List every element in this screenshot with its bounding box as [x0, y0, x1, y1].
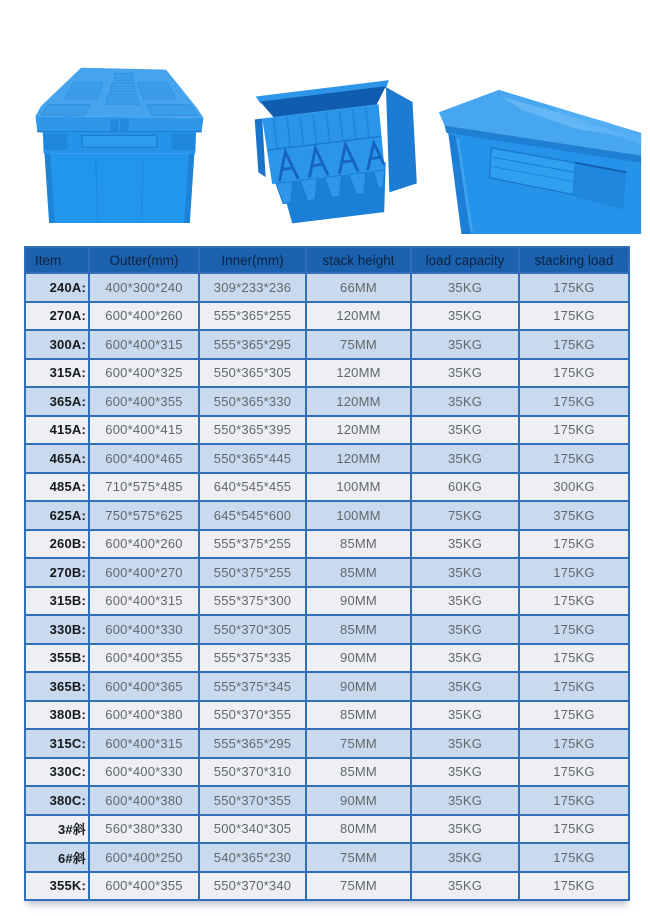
- value-cell: 555*365*295: [199, 729, 306, 758]
- item-cell: 315B:: [25, 587, 89, 616]
- value-cell: 35KG: [411, 672, 519, 701]
- value-cell: 175KG: [519, 330, 629, 359]
- value-cell: 750*575*625: [89, 501, 199, 530]
- column-header: Outter(mm): [89, 247, 199, 273]
- value-cell: 35KG: [411, 729, 519, 758]
- value-cell: 35KG: [411, 843, 519, 872]
- column-header: stack height: [306, 247, 411, 273]
- item-cell: 380B:: [25, 701, 89, 730]
- value-cell: 375KG: [519, 501, 629, 530]
- table-row: [25, 815, 629, 844]
- item-cell: 330C:: [25, 758, 89, 787]
- value-cell: 120MM: [306, 416, 411, 445]
- product-photo-closed-crate: [30, 50, 208, 228]
- value-cell: 550*370*355: [199, 701, 306, 730]
- value-cell: 175KG: [519, 273, 629, 302]
- item-cell: 625A:: [25, 501, 89, 530]
- value-cell: 600*400*330: [89, 615, 199, 644]
- value-cell: 75MM: [306, 843, 411, 872]
- value-cell: 75MM: [306, 872, 411, 901]
- spec-table-body: [25, 273, 629, 900]
- value-cell: 175KG: [519, 359, 629, 388]
- value-cell: 175KG: [519, 815, 629, 844]
- value-cell: 75MM: [306, 330, 411, 359]
- value-cell: 60KG: [411, 473, 519, 502]
- item-cell: 3#斜: [25, 815, 89, 844]
- crate-corner-image: [432, 58, 648, 234]
- value-cell: 175KG: [519, 587, 629, 616]
- table-row: [25, 644, 629, 673]
- column-header: load capacity: [411, 247, 519, 273]
- spec-table-header-row: [25, 247, 629, 273]
- value-cell: 600*400*260: [89, 302, 199, 331]
- value-cell: 120MM: [306, 387, 411, 416]
- item-cell: 365A:: [25, 387, 89, 416]
- value-cell: 85MM: [306, 758, 411, 787]
- value-cell: 555*375*335: [199, 644, 306, 673]
- value-cell: 90MM: [306, 786, 411, 815]
- value-cell: 35KG: [411, 701, 519, 730]
- value-cell: 35KG: [411, 644, 519, 673]
- value-cell: 85MM: [306, 558, 411, 587]
- table-row: [25, 587, 629, 616]
- table-row: [25, 387, 629, 416]
- table-row: [25, 416, 629, 445]
- value-cell: 85MM: [306, 615, 411, 644]
- value-cell: 175KG: [519, 872, 629, 901]
- value-cell: 35KG: [411, 330, 519, 359]
- item-cell: 415A:: [25, 416, 89, 445]
- column-header: Item: [25, 247, 89, 273]
- value-cell: 600*400*315: [89, 729, 199, 758]
- value-cell: 600*400*260: [89, 530, 199, 559]
- value-cell: 175KG: [519, 843, 629, 872]
- value-cell: 555*365*295: [199, 330, 306, 359]
- value-cell: 400*300*240: [89, 273, 199, 302]
- value-cell: 600*400*355: [89, 872, 199, 901]
- value-cell: 600*400*380: [89, 786, 199, 815]
- column-header: stacking load: [519, 247, 629, 273]
- table-row: [25, 701, 629, 730]
- value-cell: 80MM: [306, 815, 411, 844]
- table-row: [25, 872, 629, 901]
- value-cell: 120MM: [306, 444, 411, 473]
- table-row: [25, 501, 629, 530]
- value-cell: 600*400*270: [89, 558, 199, 587]
- value-cell: 35KG: [411, 615, 519, 644]
- value-cell: 540*365*230: [199, 843, 306, 872]
- value-cell: 85MM: [306, 530, 411, 559]
- value-cell: 175KG: [519, 416, 629, 445]
- value-cell: 90MM: [306, 587, 411, 616]
- value-cell: 175KG: [519, 444, 629, 473]
- value-cell: 600*400*250: [89, 843, 199, 872]
- value-cell: 550*370*310: [199, 758, 306, 787]
- value-cell: 600*400*325: [89, 359, 199, 388]
- value-cell: 555*375*255: [199, 530, 306, 559]
- item-cell: 260B:: [25, 530, 89, 559]
- value-cell: 600*400*380: [89, 701, 199, 730]
- value-cell: 600*400*315: [89, 330, 199, 359]
- value-cell: 600*400*355: [89, 644, 199, 673]
- value-cell: 600*400*365: [89, 672, 199, 701]
- value-cell: 35KG: [411, 273, 519, 302]
- item-cell: 485A:: [25, 473, 89, 502]
- value-cell: 550*370*305: [199, 615, 306, 644]
- value-cell: 35KG: [411, 530, 519, 559]
- value-cell: 175KG: [519, 387, 629, 416]
- value-cell: 640*545*455: [199, 473, 306, 502]
- value-cell: 35KG: [411, 387, 519, 416]
- value-cell: 600*400*315: [89, 587, 199, 616]
- value-cell: 645*545*600: [199, 501, 306, 530]
- table-row: [25, 359, 629, 388]
- value-cell: 175KG: [519, 729, 629, 758]
- value-cell: 175KG: [519, 786, 629, 815]
- item-cell: 330B:: [25, 615, 89, 644]
- item-cell: 355K:: [25, 872, 89, 901]
- value-cell: 710*575*485: [89, 473, 199, 502]
- table-row: [25, 444, 629, 473]
- product-photo-open-lid-crate: [230, 56, 424, 228]
- value-cell: 35KG: [411, 302, 519, 331]
- product-photo-crate-corner: [432, 58, 648, 234]
- value-cell: 600*400*355: [89, 387, 199, 416]
- value-cell: 120MM: [306, 302, 411, 331]
- value-cell: 175KG: [519, 701, 629, 730]
- item-cell: 315C:: [25, 729, 89, 758]
- value-cell: 85MM: [306, 701, 411, 730]
- table-row: [25, 843, 629, 872]
- value-cell: 35KG: [411, 444, 519, 473]
- value-cell: 175KG: [519, 758, 629, 787]
- table-row: [25, 615, 629, 644]
- value-cell: 75KG: [411, 501, 519, 530]
- item-cell: 240A:: [25, 273, 89, 302]
- value-cell: 555*375*345: [199, 672, 306, 701]
- crate-open-lid-image: [230, 56, 424, 228]
- value-cell: 550*370*340: [199, 872, 306, 901]
- item-cell: 270A:: [25, 302, 89, 331]
- table-row: [25, 473, 629, 502]
- table-row: [25, 558, 629, 587]
- item-cell: 270B:: [25, 558, 89, 587]
- value-cell: 500*340*305: [199, 815, 306, 844]
- spec-table: [24, 246, 630, 901]
- value-cell: 600*400*330: [89, 758, 199, 787]
- value-cell: 120MM: [306, 359, 411, 388]
- value-cell: 550*365*305: [199, 359, 306, 388]
- value-cell: 550*370*355: [199, 786, 306, 815]
- value-cell: 600*400*415: [89, 416, 199, 445]
- value-cell: 90MM: [306, 644, 411, 673]
- value-cell: 35KG: [411, 359, 519, 388]
- column-header: Inner(mm): [199, 247, 306, 273]
- table-row: [25, 786, 629, 815]
- value-cell: 35KG: [411, 872, 519, 901]
- item-cell: 380C:: [25, 786, 89, 815]
- table-row: [25, 729, 629, 758]
- crate-front-image: [30, 50, 208, 228]
- value-cell: 90MM: [306, 672, 411, 701]
- value-cell: 175KG: [519, 672, 629, 701]
- value-cell: 175KG: [519, 558, 629, 587]
- value-cell: 560*380*330: [89, 815, 199, 844]
- item-cell: 300A:: [25, 330, 89, 359]
- value-cell: 300KG: [519, 473, 629, 502]
- value-cell: 100MM: [306, 473, 411, 502]
- value-cell: 175KG: [519, 615, 629, 644]
- crate-handle-recess: [82, 135, 157, 147]
- table-row: [25, 273, 629, 302]
- value-cell: 550*365*395: [199, 416, 306, 445]
- item-cell: 315A:: [25, 359, 89, 388]
- value-cell: 550*375*255: [199, 558, 306, 587]
- table-row: [25, 530, 629, 559]
- table-row: [25, 758, 629, 787]
- value-cell: 35KG: [411, 558, 519, 587]
- value-cell: 309*233*236: [199, 273, 306, 302]
- item-cell: 365B:: [25, 672, 89, 701]
- value-cell: 175KG: [519, 302, 629, 331]
- value-cell: 35KG: [411, 815, 519, 844]
- table-row: [25, 330, 629, 359]
- item-cell: 6#斜: [25, 843, 89, 872]
- item-cell: 465A:: [25, 444, 89, 473]
- crate-lid-rim: [35, 116, 203, 132]
- value-cell: 550*365*445: [199, 444, 306, 473]
- value-cell: 600*400*465: [89, 444, 199, 473]
- value-cell: 555*375*300: [199, 587, 306, 616]
- value-cell: 550*365*330: [199, 387, 306, 416]
- value-cell: 100MM: [306, 501, 411, 530]
- table-row: [25, 302, 629, 331]
- value-cell: 175KG: [519, 530, 629, 559]
- value-cell: 75MM: [306, 729, 411, 758]
- value-cell: 66MM: [306, 273, 411, 302]
- value-cell: 35KG: [411, 416, 519, 445]
- value-cell: 175KG: [519, 644, 629, 673]
- value-cell: 35KG: [411, 786, 519, 815]
- value-cell: 35KG: [411, 758, 519, 787]
- table-row: [25, 672, 629, 701]
- item-cell: 355B:: [25, 644, 89, 673]
- value-cell: 555*365*255: [199, 302, 306, 331]
- crate-front-face: [45, 154, 195, 223]
- value-cell: 35KG: [411, 587, 519, 616]
